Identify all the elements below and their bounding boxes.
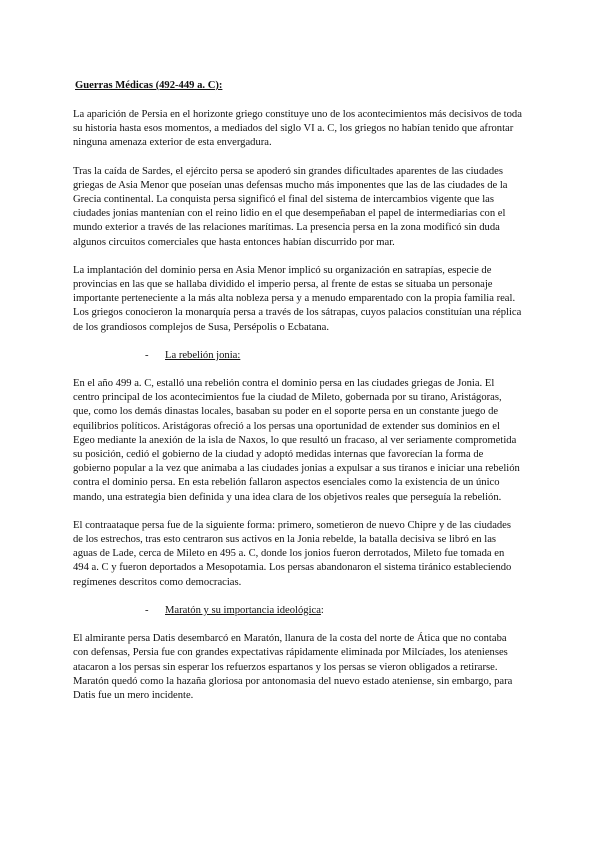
paragraph: El contraataque persa fue de la siguiente forma: primero, sometieron de nuevo Chipre y de las ciudades de los estrechos, tras esto centraron sus activos en la Jonia rebelde, la batalla decisiva se libró en las aguas de Lade, cerca de Mileto en 495 a. C, donde los jonios fueron derrotados, Mileto fue tomada en 494 a. C y fueron deportados a Mesopotamia. Los persas abandonaron el sistema tiránico estableciendo regímenes descritos como democracias. <box>73 519 512 588</box>
bullet-dash: - <box>145 349 149 361</box>
paragraph: Tras la caída de Sardes, el ejército persa se apoderó sin grandes dificultades aparentes de las ciudades griegas de Asia Menor que poseían unas defensas mucho más imponentes que las de las ciudades de la Grecia continental. La conquista persa significó el final del sistema de intercambios vigente que las ciudades jonias mantenían con el reino lidio en el que desempeñaban el papel de intermediarias con el mundo exterior a través de las relaciones marítimas. La presencia persa en la zona modificó sin duda algunos circuitos comerciales que hasta entonces habían discurrido por mar. <box>73 165 508 248</box>
bullet-dash: - <box>145 604 149 616</box>
paragraph: En el año 499 a. C, estalló una rebelión contra el dominio persa en las ciudades griegas de Jonia. El centro principal de los acontecimientos fue la ciudad de Mileto, gobernada por su tirano, Aristágoras, que, como los demás dinastas locales, basaban su poder en el soporte persa en un constante juego de equilibrios políticos. Aristágoras ofreció a los persas una oportunidad de extender sus dominios en el Egeo mediante la anexión de la isla de Naxos, lo que resultó un fracaso, al ver seriamente comprometida su posición, cedió el gobierno de la ciudad y adoptó medidas internas que favorecían la forma de gobierno popular a la vez que animaba a las ciudades jonias a expulsar a sus tiranos e iniciar una rebelión contra el dominio persa. En esta rebelión fallaron aspectos esenciales como la existencia de un único mando, una estrategia bien definida y una idea clara de los objetivos reales que perseguía la rebelión. <box>73 378 520 503</box>
section-heading-text: Maratón y su importancia ideológica <box>165 604 321 616</box>
section-heading-marathon <box>73 604 522 618</box>
section-heading-ionian-revolt <box>73 349 522 363</box>
section-heading-colon: : <box>320 604 324 616</box>
paragraph: El almirante persa Datis desembarcó en Maratón, llanura de la costa del norte de Ática que no contaba con defensas, Persia fue con grandes expectativas rápidamente eliminada por Milcíades, los atenienses atacaron a los persas sin esperar los refuerzos espartanos y los persas se vieron obligados a retirarse. Maratón quedó como la hazaña gloriosa por antonomasia del nuevo estado ateniense, sin embargo, para Datis fue un mero incidente. <box>73 633 513 701</box>
paragraph: La implantación del dominio persa en Asia Menor implicó su organización en satrapías, especie de provincias en las que se hallaba dividido el imperio persa, al frente de estas se situaba un personaje importante perteneciente a la más alta nobleza persa y a menudo emparentado con la propia familia real. Los griegos conocieron la monarquía persa a través de los sátrapas, cuyos palacios constituían una réplica de los grandiosos complejos de Susa, Persépolis o Ecbatana. <box>73 264 522 333</box>
document-title: Guerras Médicas (492-449 a. C): <box>75 80 223 91</box>
paragraph: La aparición de Persia en el horizonte griego constituye uno de los acontecimientos más decisivos de toda su historia hasta esos momentos, a mediados del siglo VI a. C, los griegos no habían tenido que afrontar ninguna amenaza exterior de esta envergadura. <box>73 109 522 149</box>
section-heading-text: La rebelión jonia: <box>165 349 241 361</box>
